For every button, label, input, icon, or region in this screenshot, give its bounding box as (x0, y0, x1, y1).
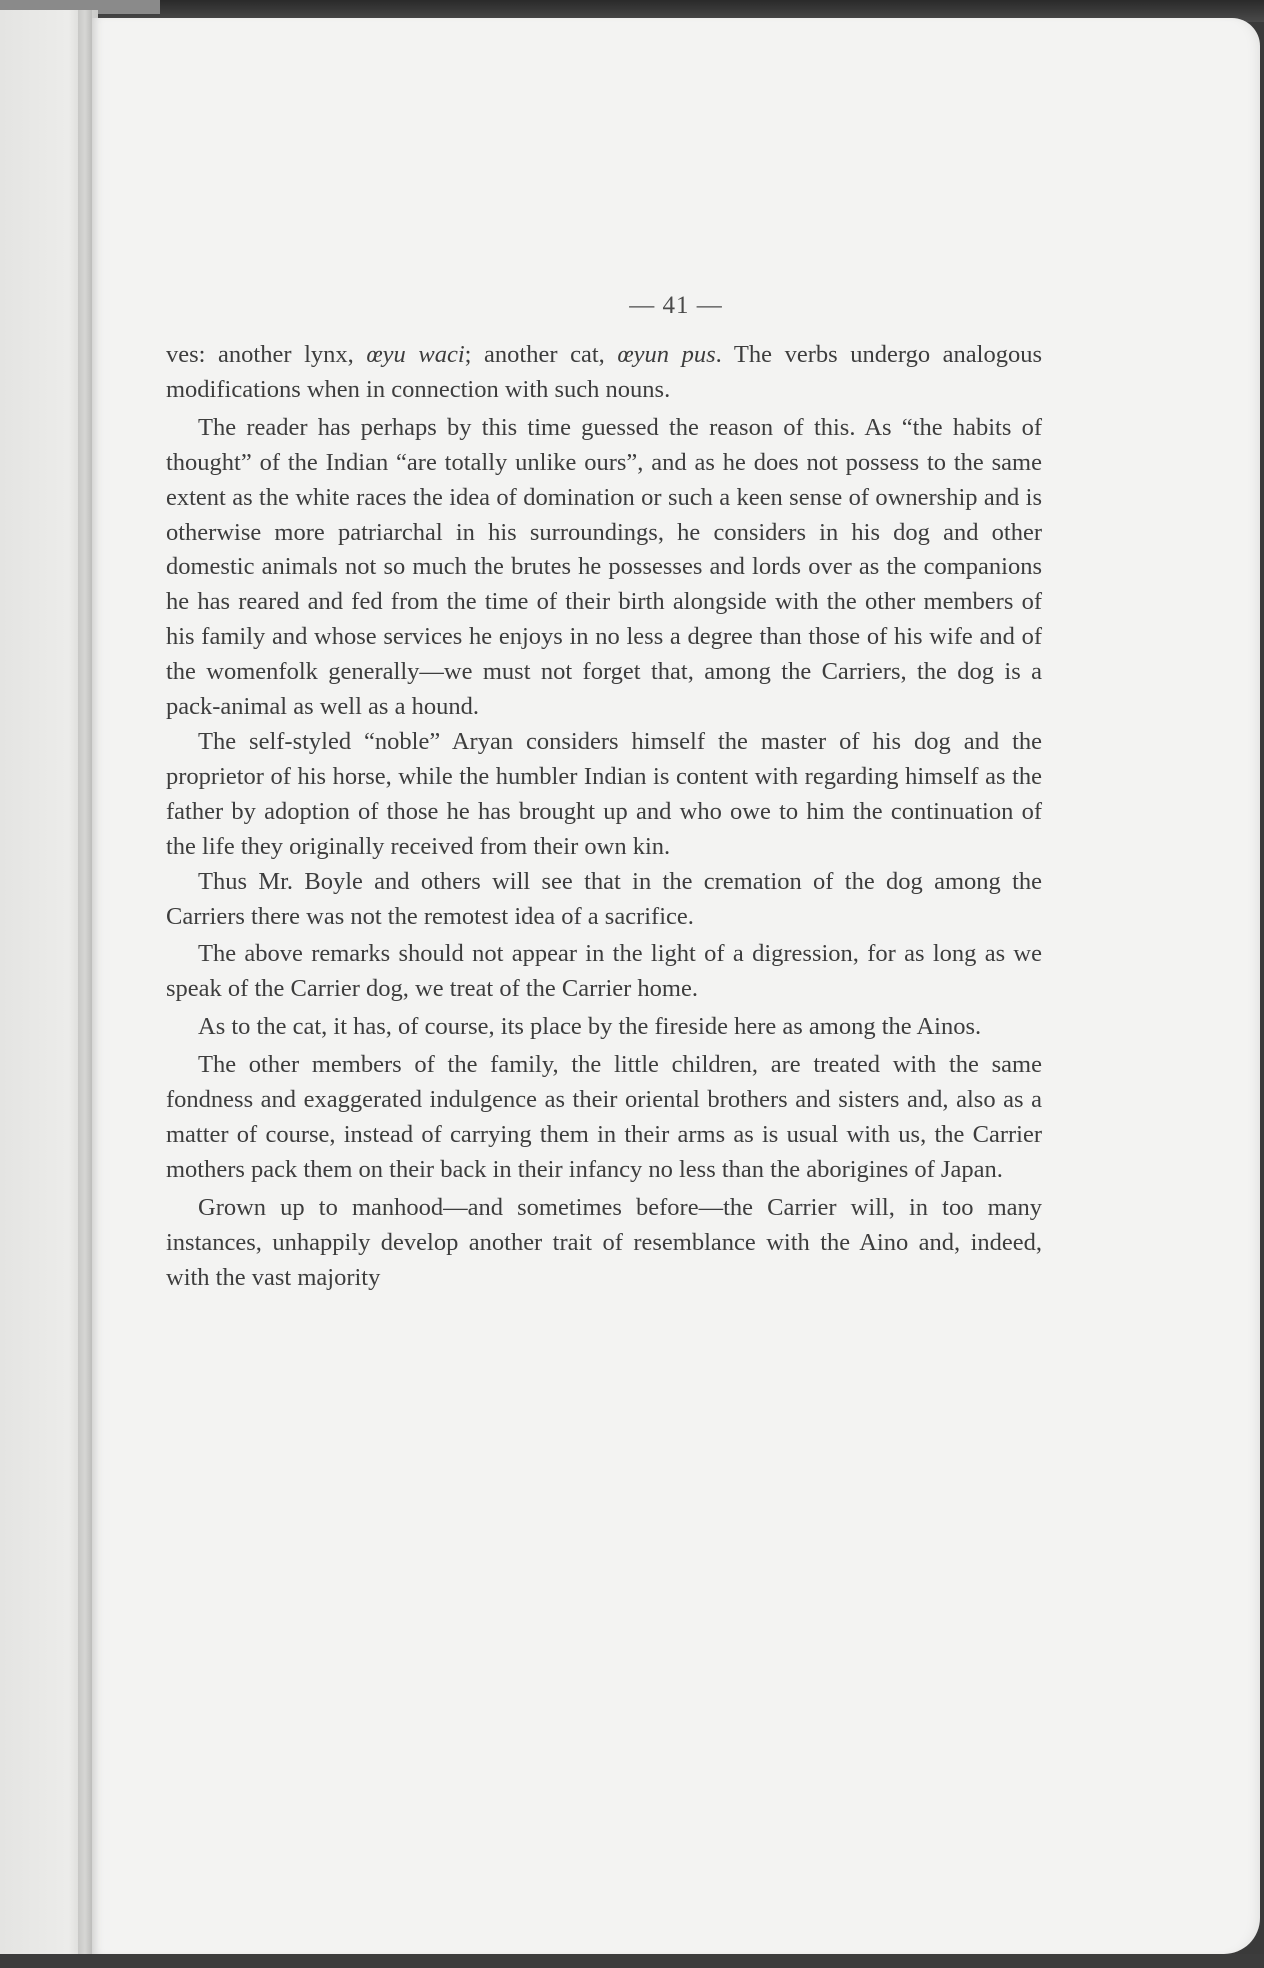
text-run: ves: another lynx, (166, 341, 367, 368)
page-number: — 41 — (629, 292, 723, 319)
paragraph: The reader has perhaps by this time guessed the reason of this. As “the habits of thought” of the Indian “are totally unlike ours”, and as he does not possess to the same extent as the white races the idea of domination or such a keen sense of ownership and is otherwise more patriarchal in his surroundings, he considers in his dog and other domestic animals not so much the brutes he possesses and lords over as the companions he has reared and fed from the time of their birth alongside with the other members of his family and whose services he enjoys in no less a degree than those of his wife and of the womenfolk generally—we must not forget that, among the Carriers, the dog is a pack-animal as well as a hound. (166, 413, 1042, 721)
book-page (92, 18, 1260, 1954)
paragraph: Thus Mr. Boyle and others will see that in the cremation of the dog among the Carriers there was not the remotest idea of a sacrifice. (166, 867, 1042, 930)
book-left-page-stack (0, 10, 98, 1960)
paragraph: The self-styled “noble” Aryan considers himself the master of his dog and the proprietor of his horse, while the humbler Indian is content with regarding himself as the father by adoption of those he has brought up and who owe to him the continuation of the life they originally received from their own kin. (166, 727, 1042, 860)
paragraph: The other members of the family, the little children, are treated with the same fondness and exaggerated indulgence as their oriental brothers and sisters and, also as a matter of course, instead of carrying them in their arms as is usual with us, the Carrier mothers pack them on their back in their infancy no less than the aborigines of Japan. (166, 1051, 1042, 1183)
paragraph-continued (166, 338, 1042, 408)
body-text (166, 338, 1042, 1295)
paragraph: As to the cat, it has, of course, its place by the fireside here as among the Ainos. (198, 1013, 982, 1041)
scan-bottom-border (0, 1954, 1264, 1968)
paragraph: Grown up to manhood—and sometimes before—the Carrier will, in too many instances, unhappily develop another trait of resemblance with the Aino and, indeed, with the vast majority (166, 1193, 1042, 1291)
text-run: ; another cat, (464, 341, 618, 368)
book-gutter-edge (78, 10, 92, 1960)
text-run: . The verbs undergo analogous modifications when in connection with such nouns. (166, 341, 1042, 403)
paragraph: The above remarks should not appear in the light of a digression, for as long as we speak of the Carrier dog, we treat of the Carrier home. (166, 940, 1042, 1003)
aboriginal-term: œyu waci (366, 341, 465, 368)
aboriginal-term: œyun pus (617, 341, 716, 368)
